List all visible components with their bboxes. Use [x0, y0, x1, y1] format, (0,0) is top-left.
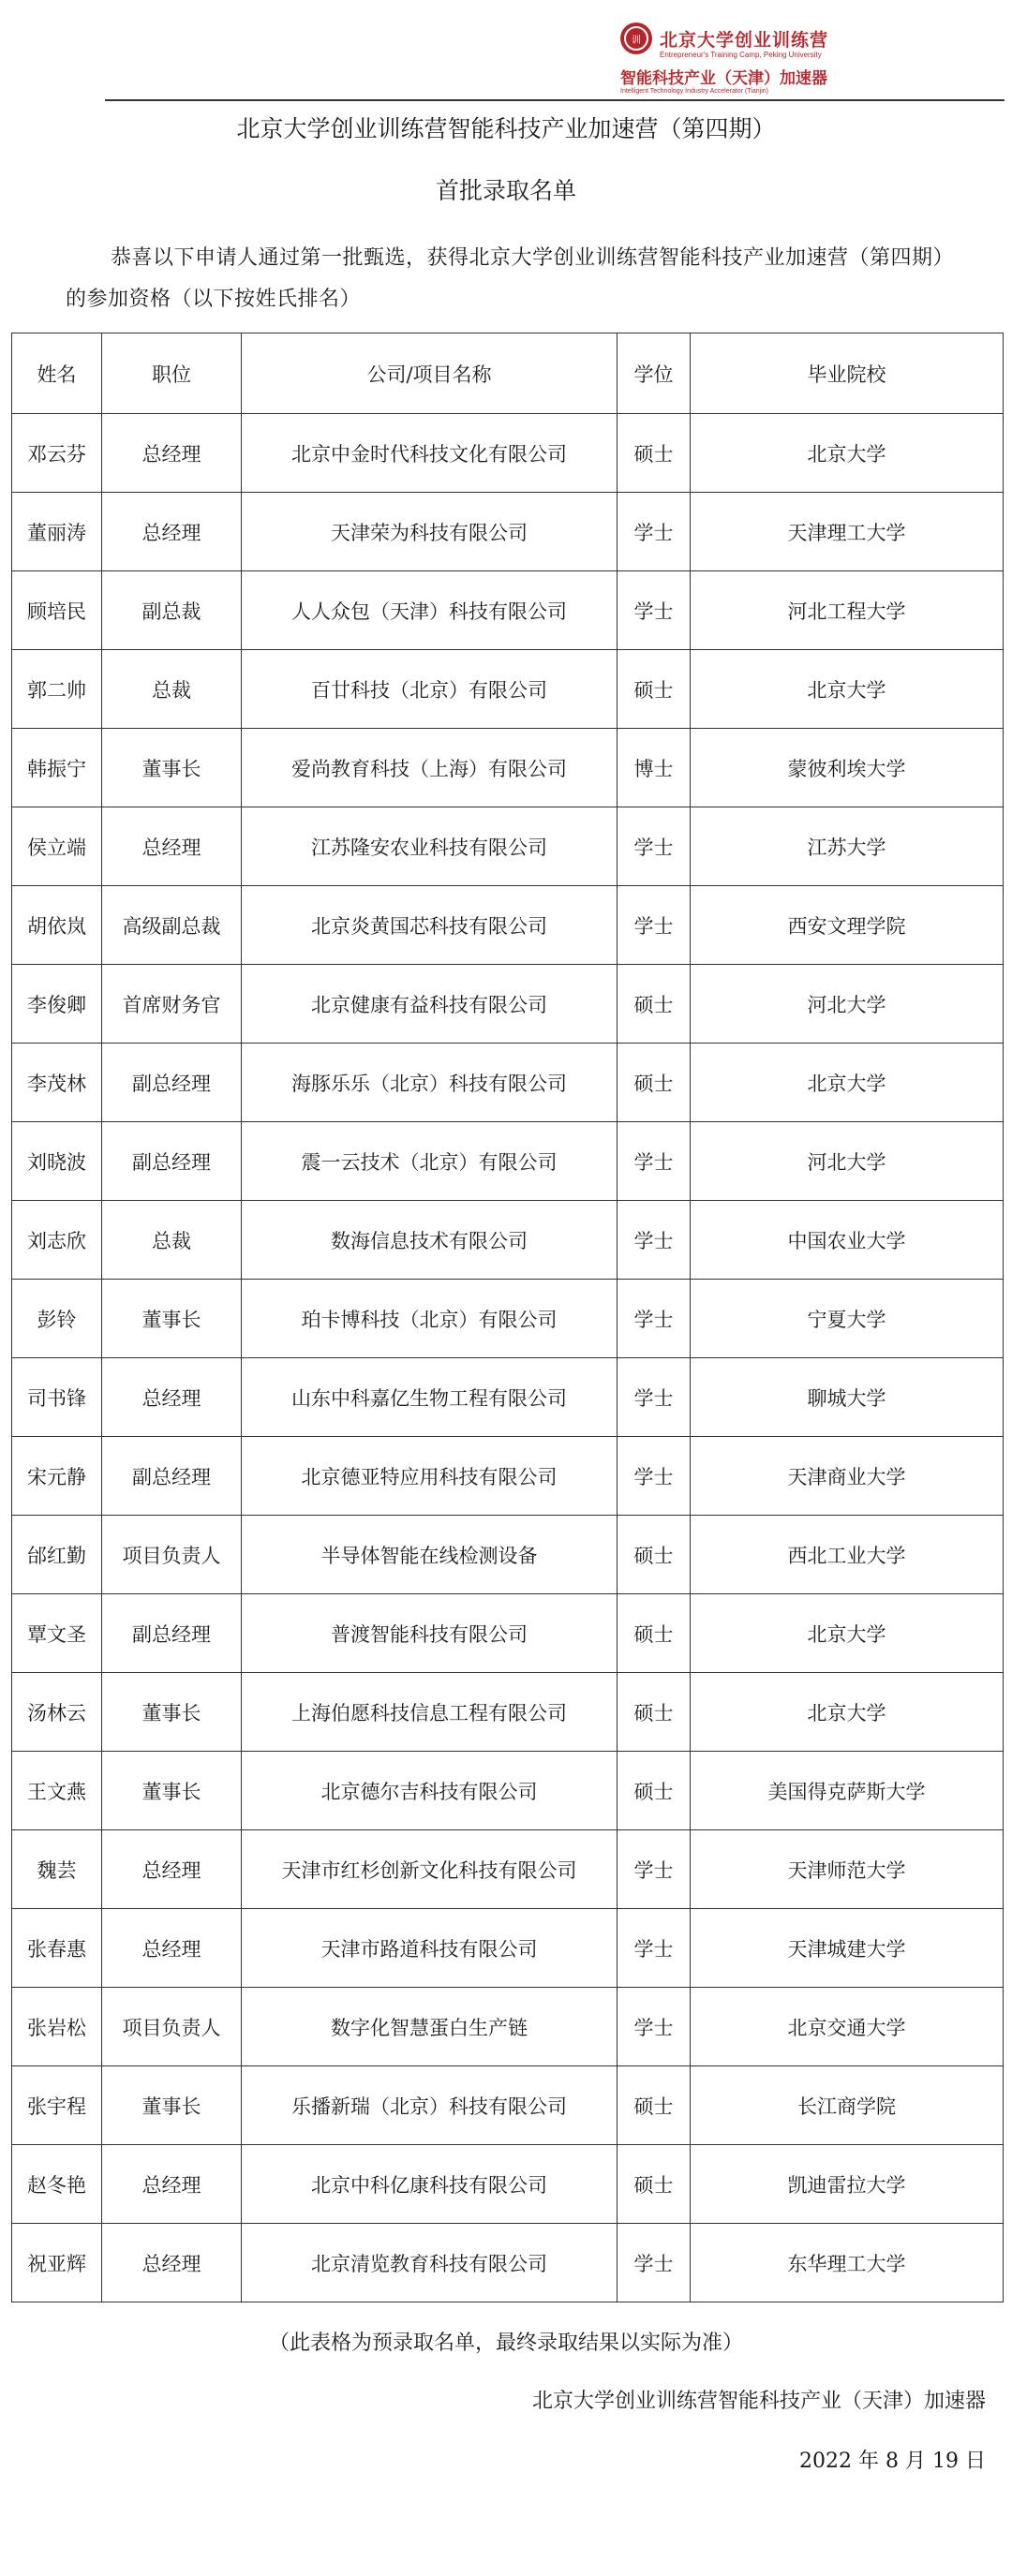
header-school: 毕业院校 [691, 333, 1004, 414]
cell-degree: 硕士 [618, 414, 691, 493]
cell-position: 副总经理 [102, 1437, 242, 1516]
cell-school: 聊城大学 [691, 1358, 1004, 1437]
table-row [12, 650, 1004, 729]
table-row [12, 1594, 1004, 1673]
header-divider [105, 99, 1005, 101]
cell-degree: 硕士 [618, 2145, 691, 2224]
cell-company: 北京清览教育科技有限公司 [242, 2224, 618, 2302]
logo-subname: 智能科技产业（天津）加速器 [620, 69, 827, 88]
cell-school: 河北工程大学 [691, 571, 1004, 650]
signature-date: 2022 年 8 月 19 日 [799, 2450, 986, 2473]
cell-company: 乐播新瑞（北京）科技有限公司 [242, 2066, 618, 2145]
university-seal-icon [620, 22, 652, 54]
cell-company: 人人众包（天津）科技有限公司 [242, 571, 618, 650]
table-row [12, 886, 1004, 965]
cell-name: 邓云芬 [12, 414, 102, 493]
cell-degree: 学士 [618, 886, 691, 965]
table-row [12, 493, 1004, 571]
cell-name: 李俊卿 [12, 965, 102, 1044]
table-row [12, 1673, 1004, 1752]
cell-name: 韩振宁 [12, 729, 102, 807]
cell-position: 董事长 [102, 1280, 242, 1358]
intro-paragraph: 恭喜以下申请人通过第一批甄选，获得北京大学创业训练营智能科技产业加速营（第四期）的参加资格（以下按姓氏排名） [66, 246, 955, 311]
table-row [12, 1044, 1004, 1122]
cell-position: 总经理 [102, 1358, 242, 1437]
cell-degree: 学士 [618, 1437, 691, 1516]
cell-name: 李茂林 [12, 1044, 102, 1122]
logo-name: 北京大学创业训练营 [660, 29, 829, 51]
header-degree: 学位 [618, 333, 691, 414]
table-row [12, 2224, 1004, 2302]
cell-degree: 硕士 [618, 1594, 691, 1673]
footnote: （此表格为预录取名单，最终录取结果以实际为准） [268, 2332, 743, 2355]
cell-degree: 硕士 [618, 1752, 691, 1830]
cell-position: 总裁 [102, 650, 242, 729]
cell-company: 北京健康有益科技有限公司 [242, 965, 618, 1044]
cell-school: 中国农业大学 [691, 1201, 1004, 1280]
cell-position: 总裁 [102, 1201, 242, 1280]
table-row [12, 1122, 1004, 1201]
cell-school: 河北大学 [691, 1122, 1004, 1201]
cell-degree: 硕士 [618, 1516, 691, 1594]
cell-company: 普渡智能科技有限公司 [242, 1594, 618, 1673]
cell-name: 祝亚辉 [12, 2224, 102, 2302]
cell-position: 总经理 [102, 1909, 242, 1988]
cell-company: 珀卡博科技（北京）有限公司 [242, 1280, 618, 1358]
table-row [12, 1201, 1004, 1280]
cell-company: 北京德亚特应用科技有限公司 [242, 1437, 618, 1516]
cell-degree: 学士 [618, 2224, 691, 2302]
table-row [12, 1830, 1004, 1909]
cell-position: 总经理 [102, 1830, 242, 1909]
table-row [12, 1909, 1004, 1988]
cell-school: 天津理工大学 [691, 493, 1004, 571]
cell-company: 天津荣为科技有限公司 [242, 493, 618, 571]
cell-school: 长江商学院 [691, 2066, 1004, 2145]
table-row [12, 729, 1004, 807]
cell-name: 顾培民 [12, 571, 102, 650]
cell-position: 副总经理 [102, 1122, 242, 1201]
cell-degree: 硕士 [618, 1673, 691, 1752]
cell-company: 上海伯愿科技信息工程有限公司 [242, 1673, 618, 1752]
cell-school: 蒙彼利埃大学 [691, 729, 1004, 807]
cell-name: 赵冬艳 [12, 2145, 102, 2224]
cell-degree: 学士 [618, 1830, 691, 1909]
cell-degree: 学士 [618, 571, 691, 650]
table-row [12, 807, 1004, 886]
cell-position: 副总裁 [102, 571, 242, 650]
cell-name: 邰红勤 [12, 1516, 102, 1594]
cell-degree: 学士 [618, 493, 691, 571]
cell-school: 美国得克萨斯大学 [691, 1752, 1004, 1830]
table-body [12, 414, 1004, 2302]
cell-name: 张宇程 [12, 2066, 102, 2145]
cell-degree: 学士 [618, 1122, 691, 1201]
cell-position: 项目负责人 [102, 1988, 242, 2066]
header-logo [620, 22, 864, 96]
cell-school: 天津商业大学 [691, 1437, 1004, 1516]
cell-position: 项目负责人 [102, 1516, 242, 1594]
cell-school: 江苏大学 [691, 807, 1004, 886]
cell-position: 总经理 [102, 414, 242, 493]
cell-school: 西北工业大学 [691, 1516, 1004, 1594]
cell-name: 董丽涛 [12, 493, 102, 571]
cell-position: 副总经理 [102, 1594, 242, 1673]
admission-table [11, 333, 1004, 2302]
logo-name-en: Entrepreneur's Training Camp, Peking University [660, 51, 822, 59]
cell-name: 汤林云 [12, 1673, 102, 1752]
table-row [12, 1752, 1004, 1830]
cell-degree: 学士 [618, 807, 691, 886]
cell-company: 北京中科亿康科技有限公司 [242, 2145, 618, 2224]
seal-text: 训 [624, 26, 648, 51]
cell-school: 北京大学 [691, 414, 1004, 493]
cell-degree: 学士 [618, 1201, 691, 1280]
table-row [12, 1358, 1004, 1437]
logo-subname-en: Intelligent Technology Industry Accelerator (Tianjin) [620, 88, 768, 95]
table-row [12, 1437, 1004, 1516]
cell-school: 河北大学 [691, 965, 1004, 1044]
cell-degree: 博士 [618, 729, 691, 807]
table-row [12, 1280, 1004, 1358]
cell-company: 半导体智能在线检测设备 [242, 1516, 618, 1594]
cell-degree: 学士 [618, 1988, 691, 2066]
cell-company: 震一云技术（北京）有限公司 [242, 1122, 618, 1201]
cell-name: 胡依岚 [12, 886, 102, 965]
cell-position: 副总经理 [102, 1044, 242, 1122]
cell-name: 刘晓波 [12, 1122, 102, 1201]
cell-name: 司书锋 [12, 1358, 102, 1437]
cell-name: 张春惠 [12, 1909, 102, 1988]
cell-position: 总经理 [102, 2145, 242, 2224]
cell-degree: 硕士 [618, 650, 691, 729]
cell-name: 刘志欣 [12, 1201, 102, 1280]
cell-school: 北京交通大学 [691, 1988, 1004, 2066]
cell-school: 北京大学 [691, 1044, 1004, 1122]
table-row [12, 965, 1004, 1044]
cell-position: 高级副总裁 [102, 886, 242, 965]
cell-school: 宁夏大学 [691, 1280, 1004, 1358]
cell-degree: 学士 [618, 1358, 691, 1437]
cell-company: 天津市红杉创新文化科技有限公司 [242, 1830, 618, 1909]
cell-degree: 硕士 [618, 965, 691, 1044]
cell-name: 张岩松 [12, 1988, 102, 2066]
table-row [12, 1988, 1004, 2066]
cell-company: 山东中科嘉亿生物工程有限公司 [242, 1358, 618, 1437]
cell-position: 董事长 [102, 2066, 242, 2145]
document-subtitle: 首批录取名单 [435, 177, 576, 204]
cell-company: 海豚乐乐（北京）科技有限公司 [242, 1044, 618, 1122]
cell-degree: 硕士 [618, 1044, 691, 1122]
cell-school: 凯迪雷拉大学 [691, 2145, 1004, 2224]
cell-school: 东华理工大学 [691, 2224, 1004, 2302]
cell-company: 数海信息技术有限公司 [242, 1201, 618, 1280]
table-row [12, 571, 1004, 650]
table-header-row [12, 333, 1004, 414]
cell-company: 数字化智慧蛋白生产链 [242, 1988, 618, 2066]
header-company: 公司/项目名称 [242, 333, 618, 414]
document-title: 北京大学创业训练营智能科技产业加速营（第四期） [236, 115, 776, 142]
cell-name: 彭铃 [12, 1280, 102, 1358]
table-row [12, 414, 1004, 493]
cell-position: 首席财务官 [102, 965, 242, 1044]
cell-school: 北京大学 [691, 1673, 1004, 1752]
cell-position: 总经理 [102, 493, 242, 571]
table-row [12, 2145, 1004, 2224]
cell-name: 宋元静 [12, 1437, 102, 1516]
cell-school: 天津师范大学 [691, 1830, 1004, 1909]
cell-position: 总经理 [102, 2224, 242, 2302]
cell-school: 北京大学 [691, 650, 1004, 729]
cell-school: 北京大学 [691, 1594, 1004, 1673]
cell-name: 郭二帅 [12, 650, 102, 729]
cell-company: 天津市路道科技有限公司 [242, 1909, 618, 1988]
cell-company: 北京德尔吉科技有限公司 [242, 1752, 618, 1830]
cell-position: 董事长 [102, 1752, 242, 1830]
table-row [12, 2066, 1004, 2145]
cell-position: 总经理 [102, 807, 242, 886]
cell-name: 侯立端 [12, 807, 102, 886]
cell-company: 北京炎黄国芯科技有限公司 [242, 886, 618, 965]
cell-school: 天津城建大学 [691, 1909, 1004, 1988]
cell-degree: 硕士 [618, 2066, 691, 2145]
cell-company: 百廿科技（北京）有限公司 [242, 650, 618, 729]
signature-org: 北京大学创业训练营智能科技产业（天津）加速器 [531, 2390, 986, 2413]
header-position: 职位 [102, 333, 242, 414]
header-name: 姓名 [12, 333, 102, 414]
cell-name: 覃文圣 [12, 1594, 102, 1673]
cell-name: 魏芸 [12, 1830, 102, 1909]
cell-company: 北京中金时代科技文化有限公司 [242, 414, 618, 493]
table-row [12, 1516, 1004, 1594]
cell-school: 西安文理学院 [691, 886, 1004, 965]
cell-degree: 学士 [618, 1909, 691, 1988]
cell-position: 董事长 [102, 1673, 242, 1752]
cell-company: 爱尚教育科技（上海）有限公司 [242, 729, 618, 807]
cell-degree: 学士 [618, 1280, 691, 1358]
cell-name: 王文燕 [12, 1752, 102, 1830]
cell-company: 江苏隆安农业科技有限公司 [242, 807, 618, 886]
cell-position: 董事长 [102, 729, 242, 807]
